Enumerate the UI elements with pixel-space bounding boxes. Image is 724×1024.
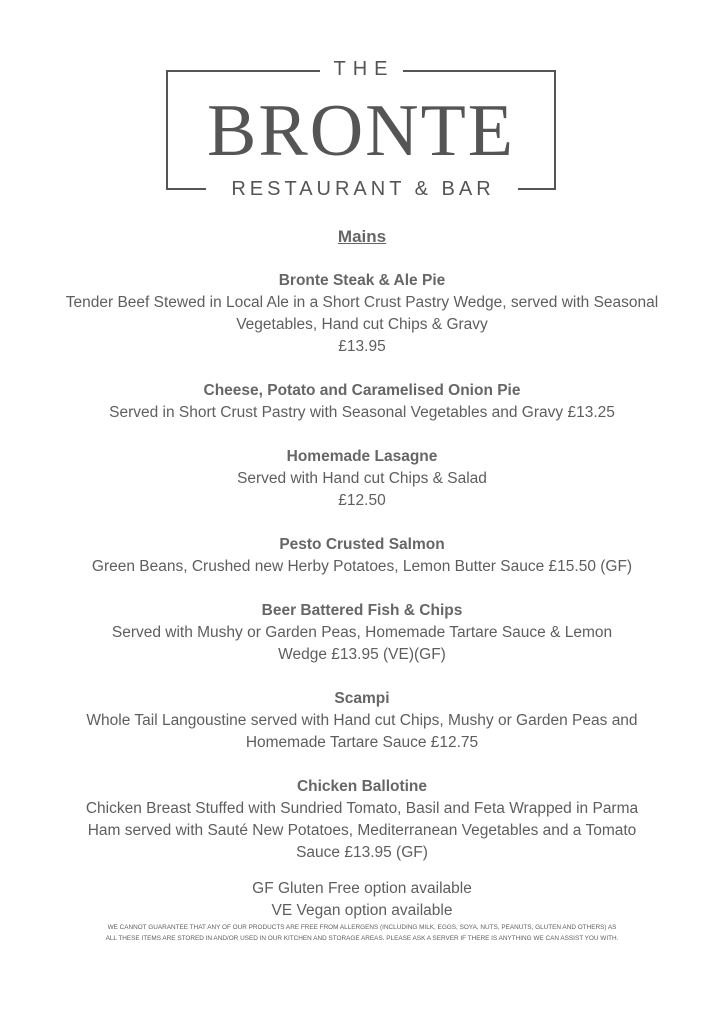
logo-the: THE [166, 58, 556, 81]
menu-content [40, 226, 684, 944]
logo-subtitle: RESTAURANT & BAR [166, 178, 556, 200]
menu-item-description: Chicken Breast Stuffed with Sundried Tomato, Basil and Feta Wrapped in Parma Ham served with Sauté New Potatoes, Mediterranean Vegetables and a Tomato Sauce £13.95 (GF) [85, 800, 639, 861]
menu-item-name: Chicken Ballotine [296, 778, 428, 795]
menu-item [40, 446, 684, 512]
menu-item-description: Tender Beef Stewed in Local Ale in a Short Crust Pastry Wedge, served with Seasonal Vegetables, Hand cut Chips & Gravy [65, 294, 659, 333]
menu-item-description: Green Beans, Crushed new Herby Potatoes, Lemon Butter Sauce £15.50 (GF) [91, 558, 633, 575]
legend-gluten-free: GF Gluten Free option available [252, 880, 472, 897]
menu-item-description: Whole Tail Langoustine served with Hand cut Chips, Mushy or Garden Peas and Homemade Tartare Sauce £12.75 [86, 712, 638, 751]
menu-item-name: Homemade Lasagne [286, 448, 438, 465]
restaurant-logo [166, 58, 556, 200]
menu-item [40, 380, 684, 424]
section-title: Mains [337, 227, 387, 246]
menu-item-name: Scampi [334, 690, 390, 707]
menu-item [40, 688, 684, 754]
menu-item-price: £13.95 [338, 338, 386, 355]
menu-item [40, 600, 684, 666]
menu-item-description: Served with Mushy or Garden Peas, Homemade Tartare Sauce & Lemon Wedge £13.95 (VE)(GF) [111, 624, 613, 663]
dietary-legend [40, 878, 684, 922]
menu-item-name: Pesto Crusted Salmon [279, 536, 445, 553]
disclaimer-line-1: WE CANNOT GUARANTEE THAT ANY OF OUR PRODUCTS ARE FREE FROM ALLERGENS (INCLUDING MILK, EGGS, SOYA, NUTS, PEANUTS, GLUTEN AND OTHERS) AS [107, 924, 617, 931]
menu-item-description: Served in Short Crust Pastry with Seasonal Vegetables and Gravy £13.25 [109, 404, 615, 421]
menu-item-description: Served with Hand cut Chips & Salad [237, 470, 487, 487]
menu-item-name: Bronte Steak & Ale Pie [278, 272, 446, 289]
legend-vegan: VE Vegan option available [271, 902, 453, 919]
menu-item [40, 534, 684, 578]
menu-item-name: Cheese, Potato and Caramelised Onion Pie [203, 382, 521, 399]
logo-name: BRONTE [207, 90, 515, 172]
menu-item-name: Beer Battered Fish & Chips [261, 602, 463, 619]
menu-item [40, 776, 684, 864]
menu-item-price: £12.50 [338, 492, 386, 509]
disclaimer-line-2: ALL THESE ITEMS ARE STORED IN AND/OR USED IN OUR KITCHEN AND STORAGE AREAS. PLEASE ASK A SERVER IF THERE IS ANYTHING WE CAN ASSIST YOU WITH. [105, 935, 619, 942]
allergen-disclaimer [40, 922, 684, 944]
menu-item [40, 270, 684, 358]
